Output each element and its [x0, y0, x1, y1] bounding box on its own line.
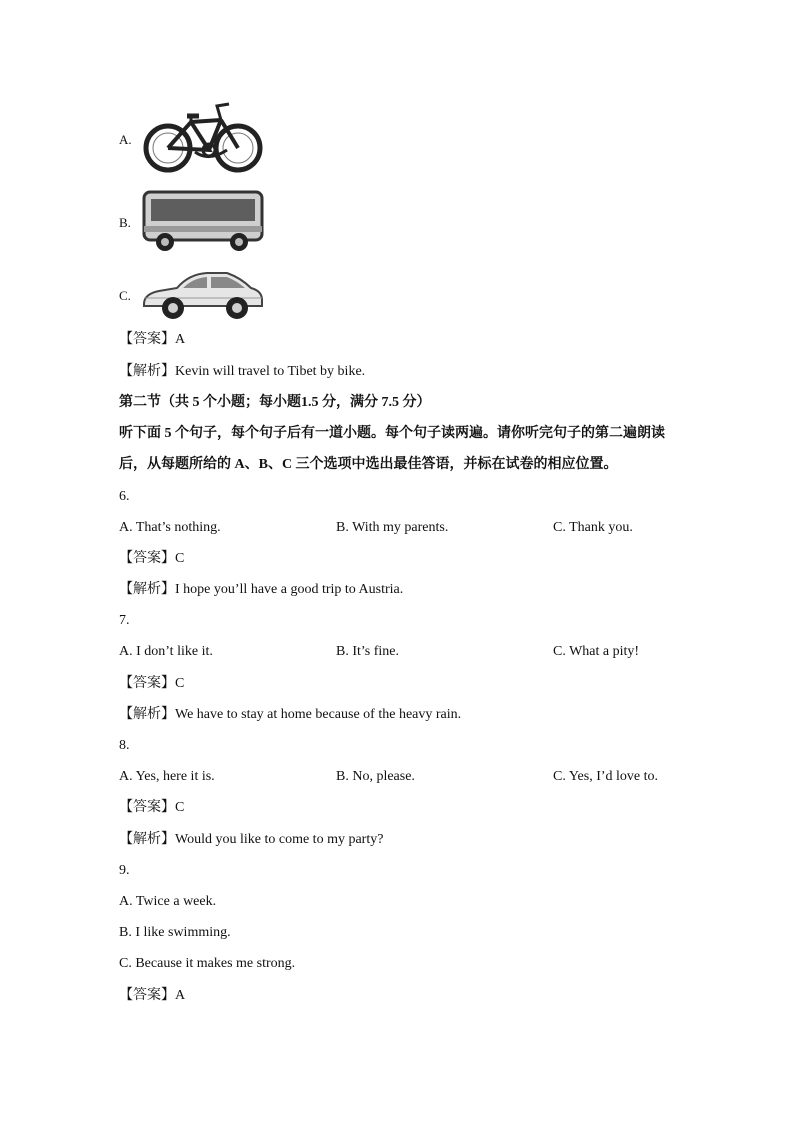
question-number: 6. [119, 489, 130, 504]
question-number: 7. [119, 613, 130, 628]
section-instruction-line1: 听下面 5 个句子，每个句子后有一道小题。每个句子读两遍。请你听完句子的第二遍朗读 [119, 426, 665, 441]
analysis-line: 【解析】Would you like to come to my party? [119, 832, 384, 847]
section-title: 第二节（共 5 个小题；每小题1.5 分，满分 7.5 分） [119, 395, 431, 410]
analysis-line: 【解析】I hope you’ll have a good trip to Austria. [119, 582, 404, 597]
q5-analysis: 【解析】Kevin will travel to Tibet by bike. [119, 364, 366, 379]
bus-icon [141, 188, 265, 254]
option-c: C. Thank you. [553, 520, 633, 535]
option-label-c: C. [119, 288, 131, 303]
option-c: C. Because it makes me strong. [119, 956, 296, 971]
option-a: A. That’s nothing. [119, 520, 221, 535]
answer-line: 【答案】A [119, 988, 186, 1003]
option-b: B. It’s fine. [336, 644, 399, 659]
answer-line: 【答案】C [119, 676, 185, 691]
option-c: C. Yes, I’d love to. [553, 769, 659, 784]
option-a: A. I don’t like it. [119, 644, 213, 659]
option-label-b: B. [119, 215, 131, 230]
answer-line: 【答案】C [119, 551, 185, 566]
section-instruction-line2: 后，从每题所给的 A、B、C 三个选项中选出最佳答语，并标在试卷的相应位置。 [119, 457, 618, 472]
question-number: 8. [119, 738, 130, 753]
option-c: C. What a pity! [553, 644, 640, 659]
q5-answer: 【答案】A [119, 332, 186, 347]
option-label-a: A. [119, 132, 132, 147]
option-b: B. With my parents. [336, 520, 449, 535]
question-number: 9. [119, 863, 130, 878]
option-b: B. I like swimming. [119, 925, 231, 940]
bicycle-icon [143, 100, 265, 176]
answer-line: 【答案】C [119, 800, 185, 815]
option-b: B. No, please. [336, 769, 415, 784]
option-a: A. Twice a week. [119, 894, 217, 909]
analysis-line: 【解析】We have to stay at home because of the heavy rain. [119, 707, 462, 722]
option-a: A. Yes, here it is. [119, 769, 215, 784]
car-icon [141, 266, 265, 322]
